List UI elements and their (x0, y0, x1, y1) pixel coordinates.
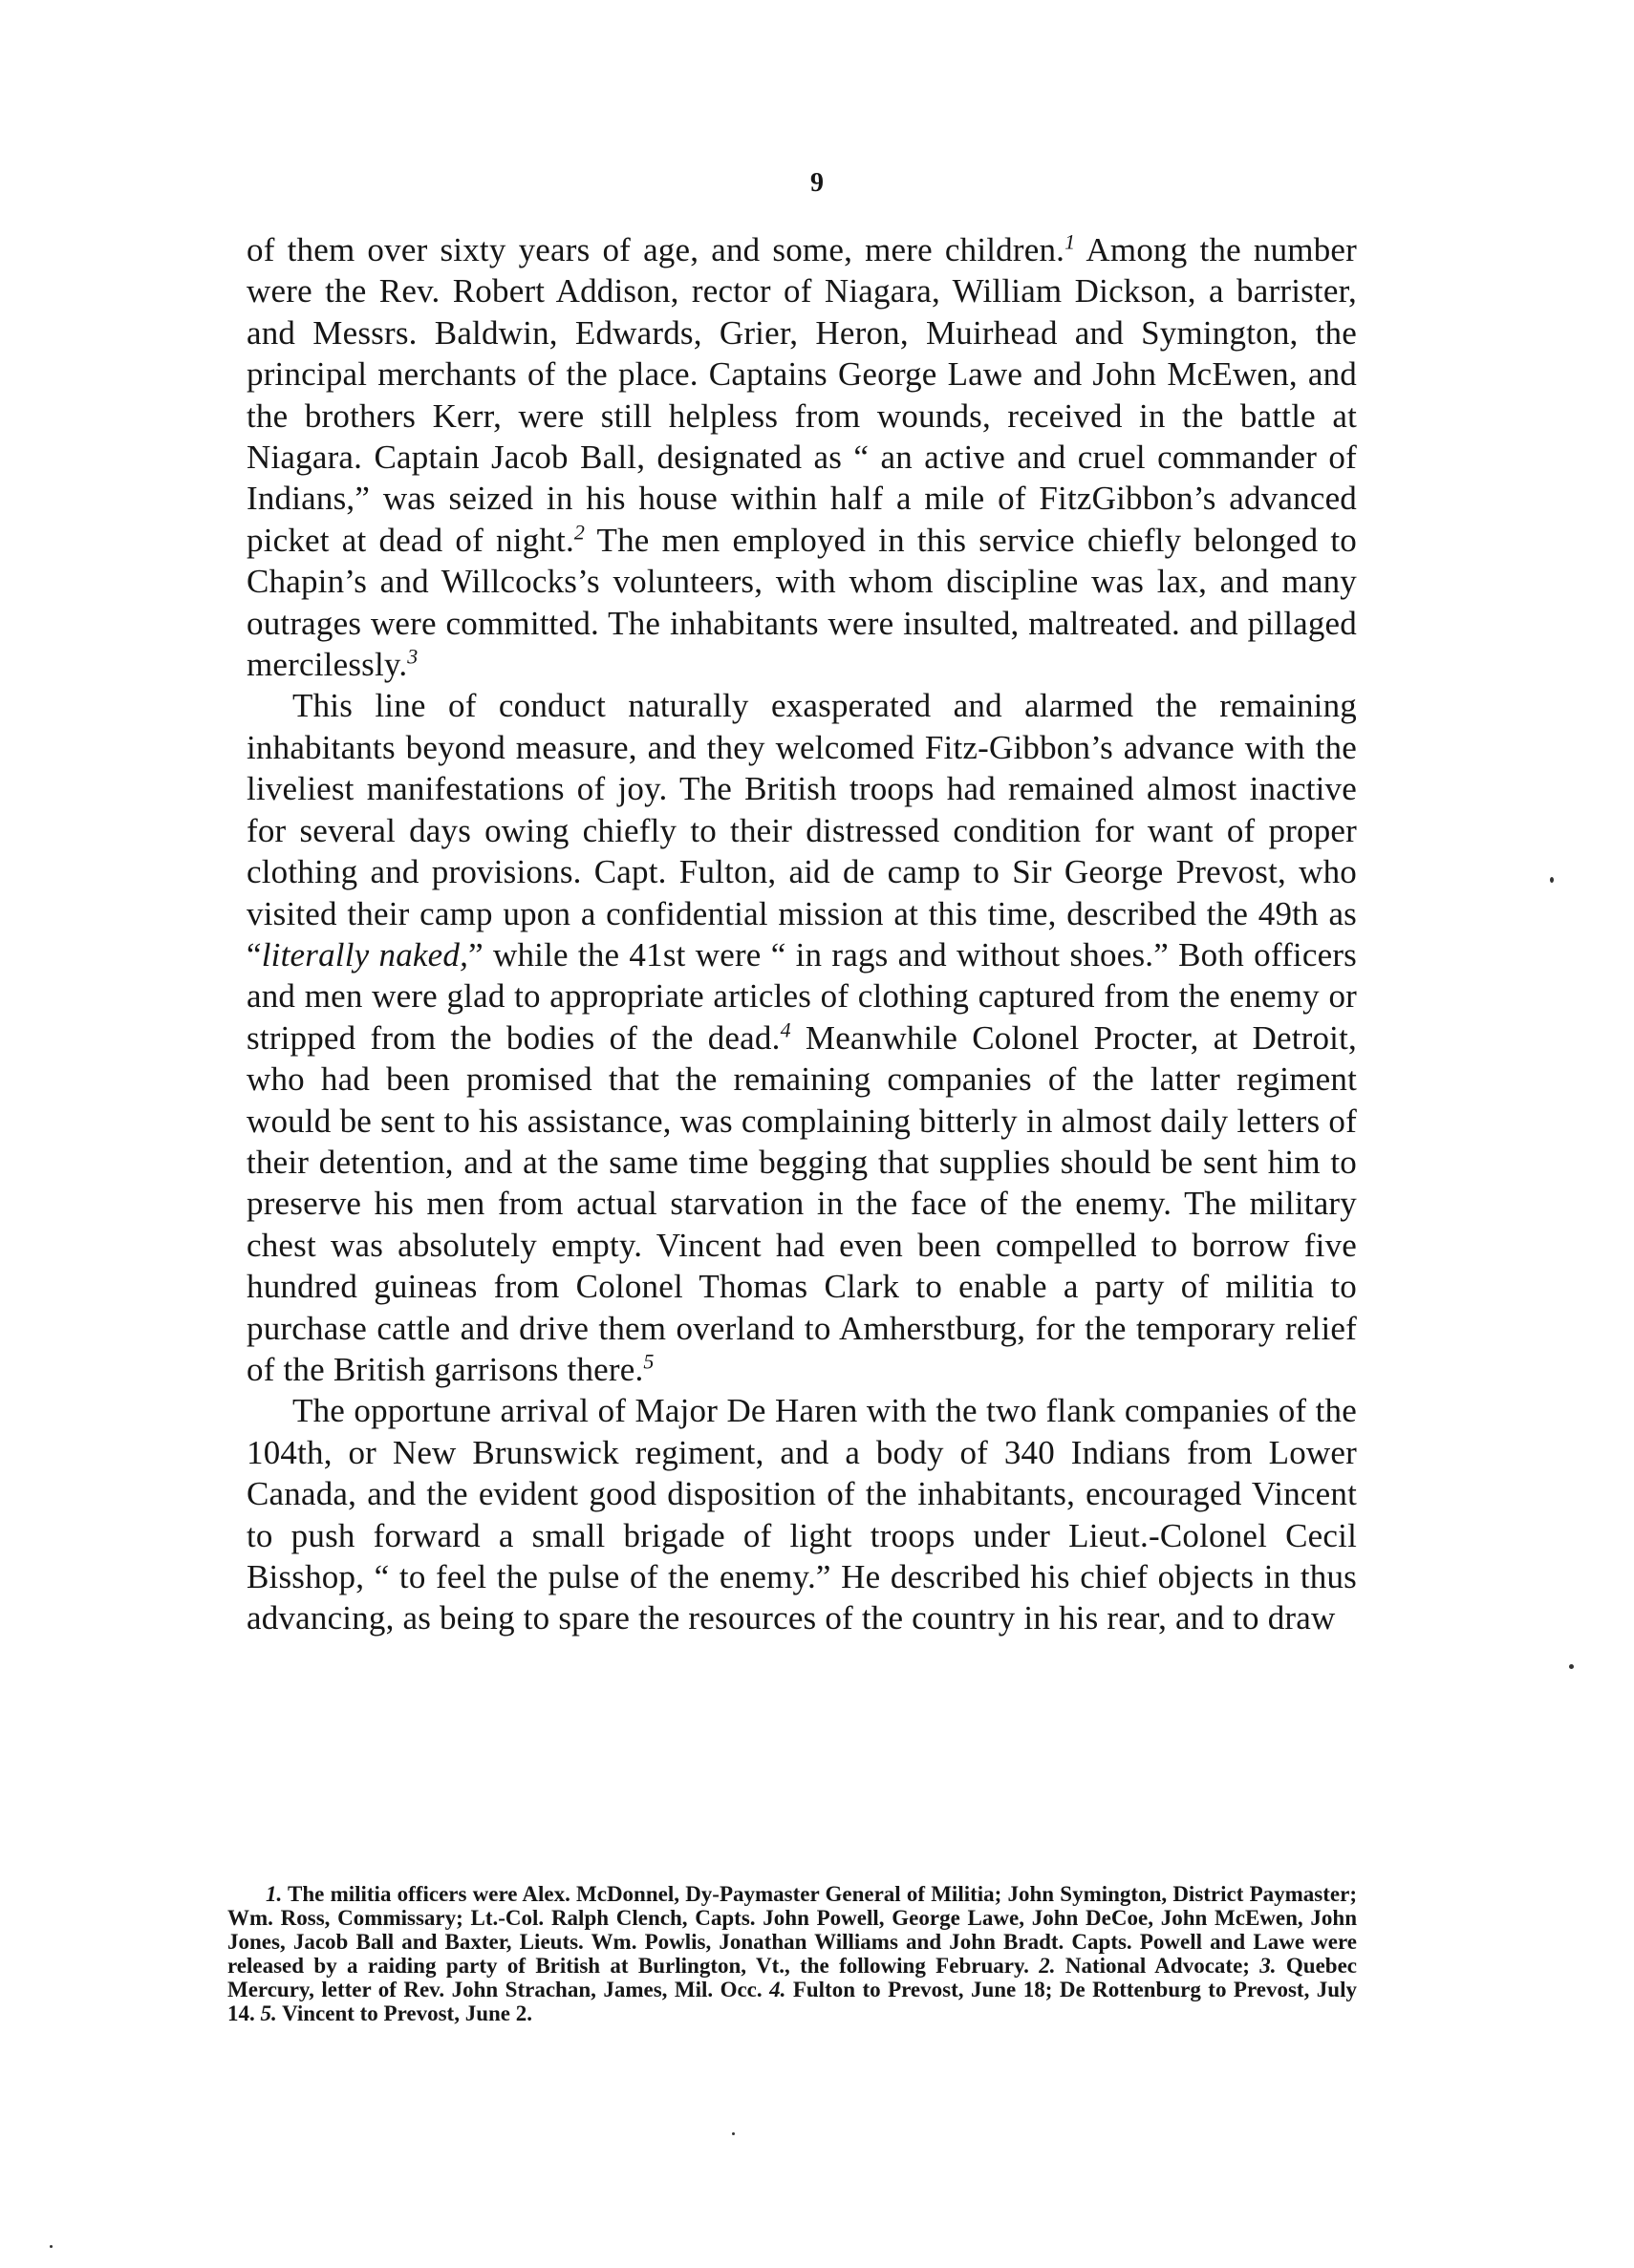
scan-speck (732, 2132, 735, 2135)
paragraph-p2 (247, 685, 1357, 1390)
paragraph-p1 (247, 229, 1357, 685)
body-text (247, 229, 1357, 1639)
footnote-number: 4. (769, 1978, 786, 2001)
scan-speck (1569, 1664, 1574, 1669)
text-run: Among the number were the Rev. Robert Addison, rector of Niagara, William Dickson, a barrister, and Messrs. Baldwin, Edwards, Grier, Heron, Muirhead and Symington, the principal merchants of the place. Captains George Lawe and John McEwen, and the brothers Kerr, were still helpless from wounds, received in the battle at Niagara. Captain Jacob Ball, designated as “ an active and cruel commander of Indians,” was seized in his house within half a mile of FitzGibbon’s advanced picket at dead of night. (247, 231, 1357, 559)
footnote-number: 3. (1259, 1954, 1277, 1978)
text-run: The opportune arrival of Major De Haren with the two flank companies of the 104th, or New Brunswick regiment, and a body of 340 Indians from Lower Canada, and the evident good disposition of the inhabitants, encouraged Vincent to push forward a small brigade of light troops under Lieut.-Colonel Cecil Bisshop, “ to feel the pulse of the enemy.” He described his chief objects in thus advancing, as being to spare the resources of the country in his rear, and to draw (247, 1392, 1357, 1637)
footnote-number: 5. (260, 2001, 277, 2025)
footnote-marker: 3 (407, 644, 419, 669)
footnote-marker: 1 (1064, 229, 1076, 254)
footnote-marker: 4 (780, 1017, 791, 1042)
footnote-number: 1. (266, 1882, 283, 1906)
footnote-number: 2. (1039, 1954, 1056, 1978)
scan-speck (50, 2245, 53, 2248)
footnote-text: The militia officers were Alex. McDonnel, Dy-Paymaster General of Militia; John Symington, District Paymaster; Wm. Ross, Commissary; Lt.-Col. Ralph Clench, Capts. John Powell, George Lawe, John DeCoe, John McEwen, John Jones, Jacob Ball and Baxter, Lieuts. Wm. Powlis, Jonathan Williams and John Bradt. Capts. Powell and Lawe were released by a raiding party of British at Burlington, Vt., the following February. (227, 1882, 1357, 1978)
footnote-text: National Advocate; (1055, 1954, 1260, 1978)
footnote-text: Fulton to Prevost, June 18; De Rottenburg to Prevost, July 14. (227, 1978, 1357, 2025)
scan-speck (1550, 877, 1554, 883)
italic-phrase: literally naked, (261, 935, 469, 974)
footnote-marker: 5 (643, 1349, 655, 1374)
footnote-text: Vincent to Prevost, June 2. (276, 2001, 533, 2025)
paragraph-p3 (247, 1390, 1357, 1638)
text-run: The men employed in this service chiefly belonged to Chapin’s and Willcocks’s volunteers, with whom discipline was lax, and many outrages were committed. The inhabitants were insulted, maltreated. and pillaged mercilessly. (247, 521, 1358, 684)
text-run: ” while the 41st were “ in rags and without shoes.” Both officers and men were glad to appropriate articles of clothing captured from the enemy or stripped from the bodies of the dead. (247, 935, 1357, 1057)
footnote-text: Quebec Mercury, letter of Rev. John Strachan, James, Mil. Occ. (227, 1954, 1357, 2001)
text-run: This line of conduct naturally exasperated and alarmed the remaining inhabitants beyond measure, and they welcomed Fitz-Gibbon’s advance with the liveliest manifestations of joy. The British troops had remained almost inactive for several days owing chiefly to their distressed condition for want of proper clothing and provisions. Capt. Fulton, aid de camp to Sir George Prevost, who visited their camp upon a confidential mission at this time, described the 49th as “ (247, 687, 1357, 974)
footnotes (227, 1882, 1357, 2025)
footnote-marker: 2 (573, 520, 586, 545)
page-number: 9 (810, 168, 824, 198)
text-run: Meanwhile Colonel Procter, at Detroit, who had been promised that the remaining companies of the latter regiment would be sent to his assistance, was complaining bitterly in almost daily letters of their detention, and at the same time begging that supplies should be sent him to preserve his men from actual starvation in the face of the enemy. The military chest was absolutely empty. Vincent had even been compelled to borrow five hundred guineas from Colonel Thomas Clark to enable a party of militia to purchase cattle and drive them overland to Amherstburg, for the temporary relief of the British garrisons there. (247, 1018, 1357, 1388)
text-run: of them over sixty years of age, and some, mere children. (247, 231, 1065, 268)
